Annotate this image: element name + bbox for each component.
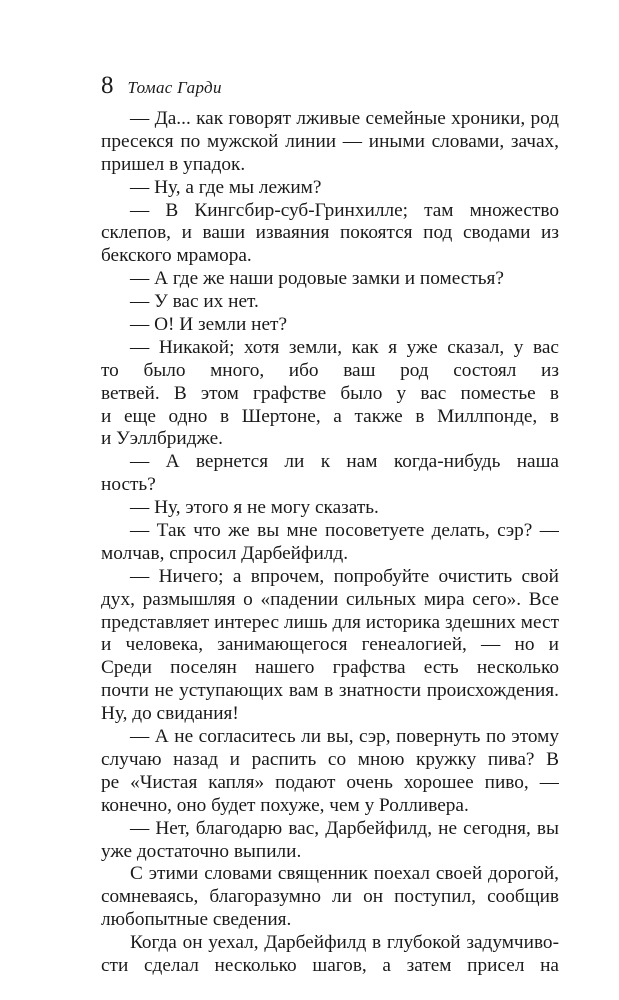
text-line: склепов, и ваши изваяния покоятся под сводами из (101, 222, 559, 244)
page-number: 8 (101, 72, 114, 99)
text-line: почти не уступающих вам в знатности происхождения. (101, 680, 559, 702)
text-line: то было много, ибо ваш род состоял из (101, 359, 559, 381)
text-line: ре «Чистая капля» подают очень хорошее пиво, — (101, 771, 559, 793)
text-line: — О! И земли нет? (130, 314, 288, 336)
text-line: бекского мрамора. (101, 245, 252, 267)
text-line: конечно, оно будет похуже, чем у Ролливера. (101, 794, 469, 816)
text-line: — В Кингсбир-суб-Гринхилле; там множество (130, 199, 559, 221)
text-line: — А вернется ли к нам когда-нибудь наша (130, 451, 559, 473)
text-line: Когда он уехал, Дарбейфилд в глубокой задумчиво- (130, 932, 559, 954)
text-line: Ну, до свидания! (101, 703, 239, 725)
text-line: — А не согласитесь ли вы, сэр, повернуть по этому (130, 726, 559, 748)
text-line: Среди поселян нашего графства есть несколько (101, 657, 559, 679)
text-line: — Да... как говорят лживые семейные хроники, род (130, 108, 559, 129)
text-line: — Ну, а где мы лежим? (130, 176, 322, 198)
running-title: Томас Гарди (127, 78, 222, 97)
text-line: уже достаточно выпили. (101, 840, 302, 862)
body-text (101, 108, 559, 978)
text-line: пресекся по мужской линии — иными словами, зачах, (101, 130, 559, 152)
text-line: и человека, занимающегося генеалогией, — но и (101, 634, 559, 656)
text-line: и Уэллбридже. (101, 428, 223, 450)
text-line: молчав, спросил Дарбейфилд. (101, 542, 349, 564)
text-line: — Нет, благодарю вас, Дарбейфилд, не сегодня, вы (130, 817, 559, 839)
text-line: любопытные сведения. (101, 909, 292, 931)
text-line: — У вас их нет. (130, 291, 259, 313)
text-line: ветвей. В этом графстве было у вас поместье в (101, 382, 559, 404)
text-line: — Так что же вы мне посоветуете делать, сэр? — (130, 520, 559, 542)
text-line: представляет интерес лишь для историка здешних мест (101, 611, 559, 633)
text-line: сомневаясь, благоразумно ли он поступил, сообщив (101, 886, 559, 908)
text-line: — А где же наши родовые замки и поместья? (130, 268, 504, 290)
text-line: — Никакой; хотя земли, как я уже сказал, у вас (130, 336, 559, 358)
text-line: — Ничего; а впрочем, попробуйте очистить свой (130, 565, 559, 587)
text-line: и еще одно в Шертоне, а также в Миллпонде, в (101, 405, 559, 427)
text-line: ность? (101, 474, 156, 496)
text-line: дух, размышляя о «падении сильных мира сего». Все (101, 588, 559, 610)
text-line: сти сделал несколько шагов, а затем присел на (101, 954, 559, 976)
text-line: С этими словами священник поехал своей дорогой, (130, 863, 559, 885)
text-line: пришел в упадок. (101, 153, 246, 175)
text-line: — Ну, этого я не могу сказать. (130, 497, 379, 519)
running-head (101, 73, 222, 98)
text-line: случаю назад и распить со мною кружку пива? В (101, 748, 559, 770)
